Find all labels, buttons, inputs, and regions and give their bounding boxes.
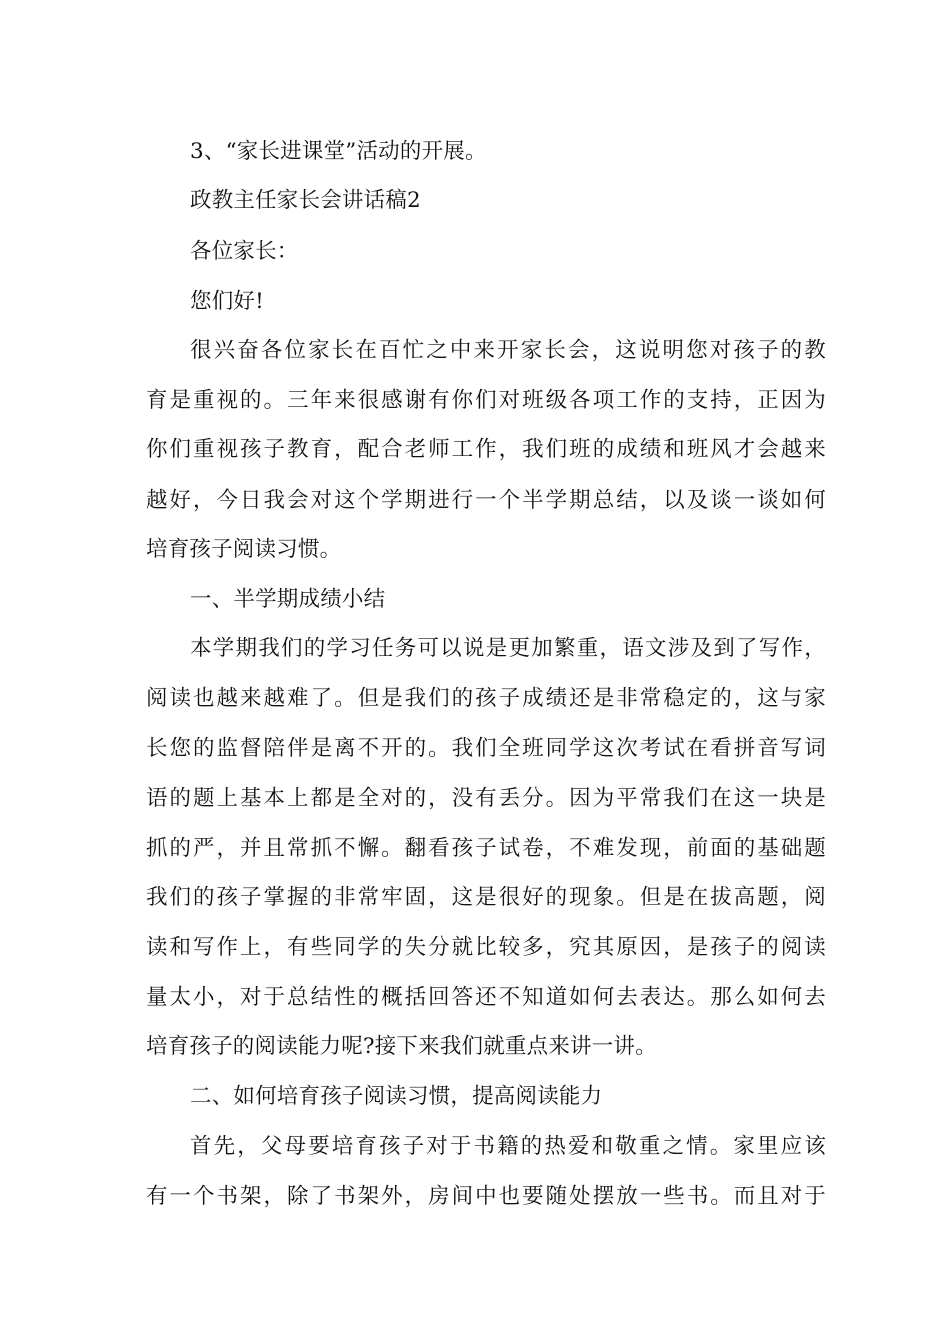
paragraph-line: 很兴奋各位家长在百忙之中来开家长会，这说明您对孩子的教 — [190, 338, 826, 363]
heading-section-2: 二、如何培育孩子阅读习惯，提高阅读能力 — [190, 1084, 603, 1109]
paragraph-line: 培育孩子阅读习惯。 — [146, 537, 342, 562]
paragraph-line: 你们重视孩子教育，配合老师工作，我们班的成绩和班风才会越来 — [146, 437, 826, 462]
paragraph-line: 本学期我们的学习任务可以说是更加繁重，语文涉及到了写作， — [190, 636, 826, 661]
paragraph-line: 首先，父母要培育孩子对于书籍的热爱和敬重之情。家里应该 — [190, 1134, 826, 1159]
paragraph-line: 读和写作上，有些同学的失分就比较多，究其原因，是孩子的阅读 — [146, 935, 826, 960]
heading-section-1: 一、半学期成绩小结 — [190, 587, 386, 612]
paragraph-line: 越好，今日我会对这个学期进行一个半学期总结，以及谈一谈如何 — [146, 488, 826, 513]
greeting: 您们好! — [190, 289, 264, 314]
paragraph-line: 语的题上基本上都是全对的，没有丢分。因为平常我们在这一块是 — [146, 786, 826, 811]
section-title: 政教主任家长会讲话稿2 — [190, 188, 421, 213]
paragraph-line: 阅读也越来越难了。但是我们的孩子成绩还是非常稳定的，这与家 — [146, 686, 826, 711]
paragraph-line: 有一个书架，除了书架外，房间中也要随处摆放一些书。而且对于 — [146, 1184, 826, 1209]
list-item-3: 3、“家长进课堂”活动的开展。 — [190, 139, 487, 164]
paragraph-line: 抓的严，并且常抓不懈。翻看孩子试卷，不难发现，前面的基础题 — [146, 836, 826, 861]
paragraph-line: 我们的孩子掌握的非常牢固，这是很好的现象。但是在拔高题，阅 — [146, 885, 826, 910]
paragraph-line: 长您的监督陪伴是离不开的。我们全班同学这次考试在看拼音写词 — [146, 736, 826, 761]
paragraph-line: 育是重视的。三年来很感谢有你们对班级各项工作的支持，正因为 — [146, 388, 826, 413]
paragraph-line: 量太小，对于总结性的概括回答还不知道如何去表达。那么如何去 — [146, 985, 826, 1010]
salutation: 各位家长： — [190, 239, 299, 264]
paragraph-line: 培育孩子的阅读能力呢?接下来我们就重点来讲一讲。 — [146, 1034, 657, 1059]
